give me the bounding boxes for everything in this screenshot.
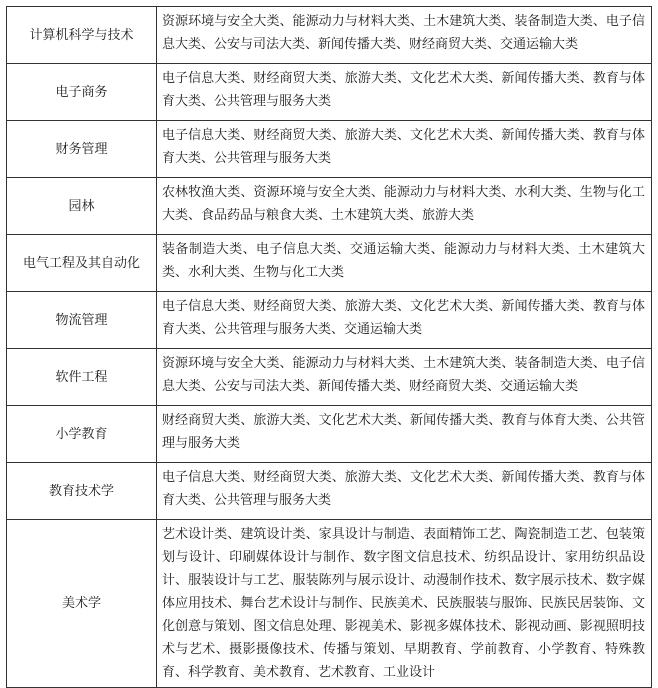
major-name: 软件工程	[7, 349, 157, 406]
major-name: 教育技术学	[7, 463, 157, 520]
table-row	[7, 406, 652, 463]
categories-cell: 电子信息大类、财经商贸大类、旅游大类、文化艺术大类、新闻传播大类、教育与体育大类、公共管理与服务大类	[157, 463, 652, 520]
table-row	[7, 178, 652, 235]
categories-cell: 电子信息大类、财经商贸大类、旅游大类、文化艺术大类、新闻传播大类、教育与体育大类、公共管理与服务大类	[157, 121, 652, 178]
table-row	[7, 463, 652, 520]
categories-cell: 财经商贸大类、旅游大类、文化艺术大类、新闻传播大类、教育与体育大类、公共管理与服务大类	[157, 406, 652, 463]
categories-cell: 资源环境与安全大类、能源动力与材料大类、土木建筑大类、装备制造大类、电子信息大类、公安与司法大类、新闻传播大类、财经商贸大类、交通运输大类	[157, 349, 652, 406]
categories-cell: 电子信息大类、财经商贸大类、旅游大类、文化艺术大类、新闻传播大类、教育与体育大类、公共管理与服务大类	[157, 64, 652, 121]
major-name: 电子商务	[7, 64, 157, 121]
categories-cell: 电子信息大类、财经商贸大类、旅游大类、文化艺术大类、新闻传播大类、教育与体育大类、公共管理与服务大类、交通运输大类	[157, 292, 652, 349]
categories-cell: 农林牧渔大类、资源环境与安全大类、能源动力与材料大类、水利大类、生物与化工大类、食品药品与粮食大类、土木建筑大类、旅游大类	[157, 178, 652, 235]
table-row	[7, 349, 652, 406]
table-row	[7, 235, 652, 292]
major-name: 园林	[7, 178, 157, 235]
categories-cell: 资源环境与安全大类、能源动力与材料大类、土木建筑大类、装备制造大类、电子信息大类、公安与司法大类、新闻传播大类、财经商贸大类、交通运输大类	[157, 7, 652, 64]
table-row	[7, 7, 652, 64]
table-row	[7, 121, 652, 178]
majors-table	[6, 6, 652, 688]
categories-cell: 装备制造大类、电子信息大类、交通运输大类、能源动力与材料大类、土木建筑大类、水利大类、生物与化工大类	[157, 235, 652, 292]
major-name: 小学教育	[7, 406, 157, 463]
major-name: 美术学	[7, 520, 157, 688]
major-name: 电气工程及其自动化	[7, 235, 157, 292]
table-row	[7, 520, 652, 688]
table-row	[7, 64, 652, 121]
categories-cell: 艺术设计类、建筑设计类、家具设计与制造、表面精饰工艺、陶瓷制造工艺、包装策划与设计、印刷媒体设计与制作、数字图文信息技术、纺织品设计、家用纺织品设计、服装设计与工艺、服装陈列与展示设计、动漫制作技术、数字展示技术、数字媒体应用技术、舞台艺术设计与制作、民族美术、民族服装与服饰、民族民居装饰、文化创意与策划、图文信息处理、影视美术、影视多媒体技术、影视动画、影视照明技术与艺术、摄影摄像技术、传播与策划、早期教育、学前教育、小学教育、特殊教育、科学教育、美术教育、艺术教育、工业设计	[157, 520, 652, 688]
major-name: 物流管理	[7, 292, 157, 349]
major-name: 财务管理	[7, 121, 157, 178]
table-row	[7, 292, 652, 349]
major-name: 计算机科学与技术	[7, 7, 157, 64]
